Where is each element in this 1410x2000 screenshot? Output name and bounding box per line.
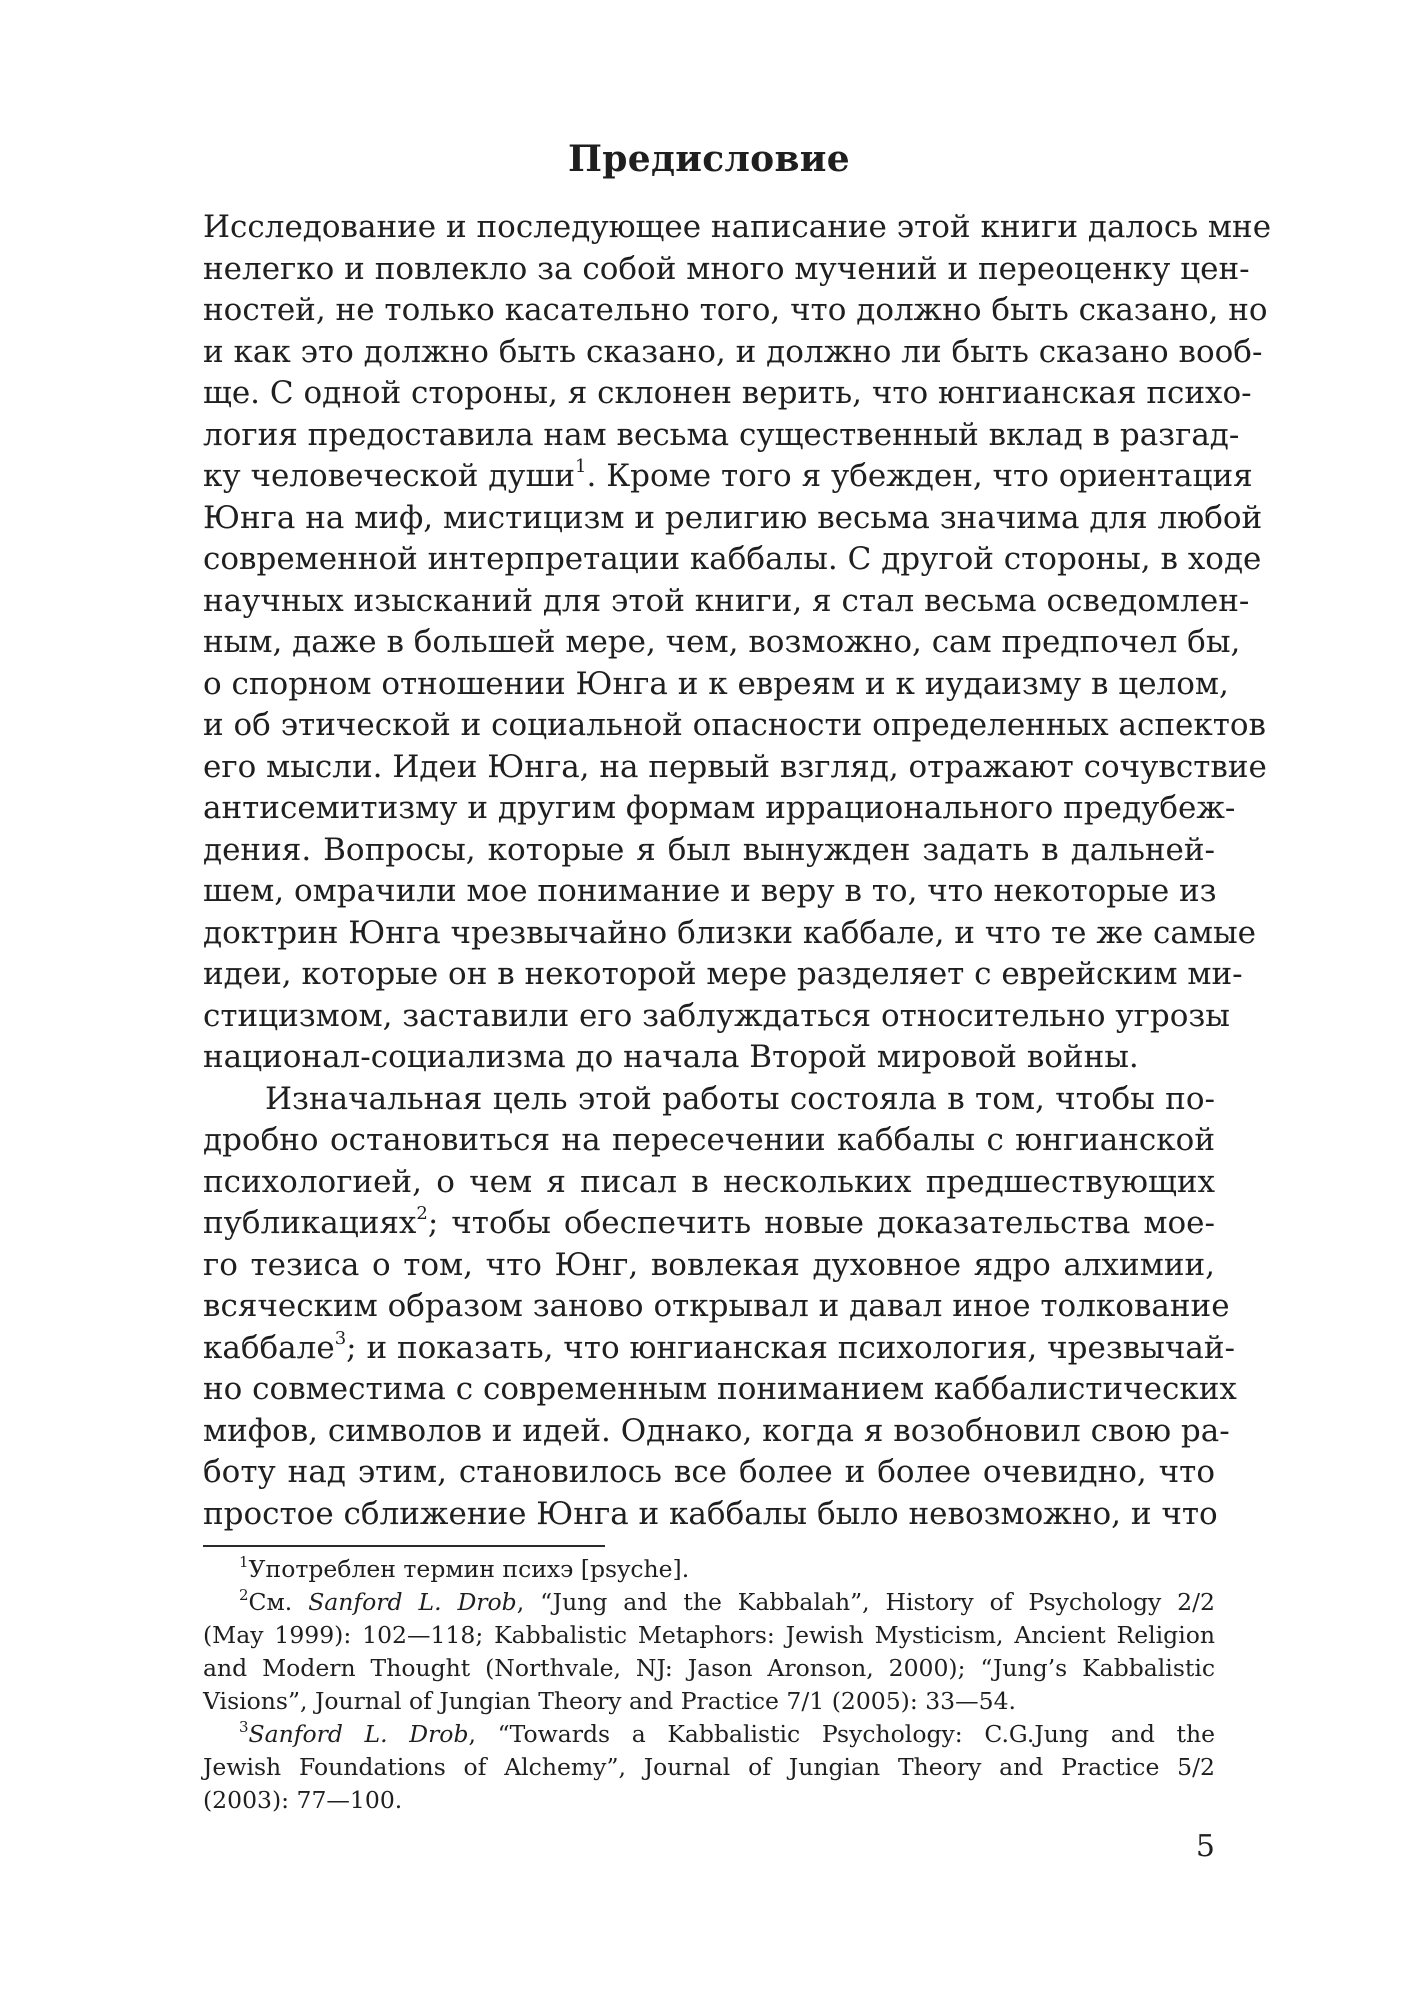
- text-line: но совместима с современным пониманием каббалистических: [203, 1371, 1237, 1407]
- text-line: ще. С одной стороны, я склонен верить, что юнгианская психо-: [203, 375, 1252, 411]
- text-line: [203, 1327, 1235, 1370]
- text-line: го тезиса о том, что Юнг, вовлекая духовное ядро алхимии,: [203, 1246, 1215, 1283]
- text-line: [203, 1203, 1215, 1245]
- text-line: простое сближение Юнга и каббалы было невозможно, и что: [203, 1495, 1218, 1532]
- text-line: стицизмом, заставили его заблуждаться относительно угрозы: [203, 997, 1230, 1034]
- footnote-2-marker: 2: [239, 1586, 249, 1604]
- footnote-2-prefix: См.: [248, 1588, 309, 1616]
- footnote-marker-1[interactable]: 1: [575, 456, 587, 477]
- page-title: Предисловие: [567, 138, 850, 180]
- text-segment: ; и показать, что юнгианская психология, чрезвычай-: [346, 1329, 1235, 1366]
- text-line: нелегко и повлекло за собой много мучений и переоценку цен-: [203, 250, 1250, 287]
- text-line: и как это должно быть сказано, и должно ли быть сказано вооб-: [203, 333, 1263, 370]
- text-line: национал-социализма до начала Второй мировой войны.: [203, 1039, 1139, 1075]
- text-line: логия предоставила нам весьма существенный вклад в разгад-: [203, 416, 1240, 453]
- footnote-3-text: , “Towards a Kabbalistic Psychology: C.G.Jung and the: [468, 1720, 1215, 1748]
- footnote-2: [203, 1586, 1215, 1619]
- footnote-1: [203, 1553, 1215, 1586]
- text-line: ным, даже в большей мере, чем, возможно, сам предпочел бы,: [203, 624, 1241, 660]
- footnote-3-line: (2003): 77—100.: [203, 1786, 403, 1814]
- footnote-3-author: Sanford L. Drob: [248, 1720, 469, 1748]
- footnote-3: [203, 1718, 1215, 1751]
- text-line: Изначальная цель этой работы состояла в том, чтобы по-: [265, 1080, 1215, 1117]
- text-line: Юнга на миф, мистицизм и религию весьма значима для любой: [203, 499, 1263, 536]
- text-line: [203, 456, 1253, 498]
- text-line: Исследование и последующее написание этой книги далось мне: [203, 209, 1272, 245]
- footnote-marker-2[interactable]: 2: [416, 1203, 428, 1224]
- text-line: и об этической и социальной опасности определенных аспектов: [203, 707, 1266, 743]
- text-line: ностей, не только касательно того, что должно быть сказано, но: [203, 292, 1268, 328]
- text-line: идеи, которые он в некоторой мере разделяет с еврейским ми-: [203, 956, 1243, 992]
- text-segment: . Кроме того я убежден, что ориентация: [586, 458, 1253, 494]
- text-line: шем, омрачили мое понимание и веру в то, что некоторые из: [203, 873, 1217, 909]
- footnote-1-text: Употреблен термин психэ [psyche].: [248, 1555, 690, 1583]
- footnote-divider: [203, 1545, 605, 1547]
- footnote-3-marker: 3: [239, 1718, 249, 1736]
- page-number: 5: [1195, 1829, 1215, 1864]
- text-line: современной интерпретации каббалы. С другой стороны, в ходе: [203, 541, 1262, 577]
- footnotes: [203, 1553, 1215, 1817]
- text-segment: ; чтобы обеспечить новые доказательства мое-: [427, 1205, 1215, 1241]
- text-line: о спорном отношении Юнга и к евреям и к иудаизму в целом,: [203, 665, 1229, 702]
- footnote-3-line: Jewish Foundations of Alchemy”, Journal of Jungian Theory and Practice 5/2: [203, 1753, 1215, 1781]
- footnote-marker-3[interactable]: 3: [334, 1327, 347, 1349]
- footnote-2-author: Sanford L. Drob: [308, 1588, 517, 1616]
- text-line: научных изысканий для этой книги, я стал весьма осведомлен-: [203, 582, 1250, 619]
- book-page: [203, 0, 1272, 2000]
- text-segment: ку человеческой души: [203, 458, 576, 494]
- text-line: его мысли. Идеи Юнга, на первый взгляд, отражают сочувствие: [203, 748, 1267, 785]
- text-line: мифов, символов и идей. Однако, когда я возобновил свою ра-: [203, 1412, 1230, 1449]
- text-line: всяческим образом заново открывал и давал иное толкование: [203, 1288, 1230, 1324]
- text-line: боту над этим, становилось все более и более очевидно, что: [203, 1454, 1215, 1490]
- footnote-1-marker: 1: [239, 1553, 249, 1571]
- main-text: [203, 207, 1272, 1535]
- text-line: дробно остановиться на пересечении каббалы с юнгианской: [203, 1122, 1215, 1158]
- footnote-2-line: Visions”, Journal of Jungian Theory and Practice 7/1 (2005): 33—54.: [203, 1687, 1017, 1715]
- text-line: психологией, о чем я писал в нескольких предшествующих: [203, 1163, 1215, 1200]
- footnote-2-line: (May 1999): 102—118; Kabbalistic Metaphors: Jewish Mysticism, Ancient Religion: [203, 1621, 1215, 1649]
- footnote-2-text: , “Jung and the Kabbalah”, History of Psychology 2/2: [516, 1588, 1215, 1616]
- text-segment: публикациях: [203, 1205, 417, 1241]
- text-line: доктрин Юнга чрезвычайно близки каббале, и что те же самые: [203, 914, 1257, 951]
- footnote-2-line: and Modern Thought (Northvale, NJ: Jason Aronson, 2000); “Jung’s Kabbalistic: [203, 1654, 1215, 1682]
- text-line: дения. Вопросы, которые я был вынужден задать в дальней-: [203, 831, 1215, 868]
- text-line: антисемитизму и другим формам иррационального предубеж-: [203, 790, 1236, 826]
- text-segment: каббале: [203, 1329, 335, 1366]
